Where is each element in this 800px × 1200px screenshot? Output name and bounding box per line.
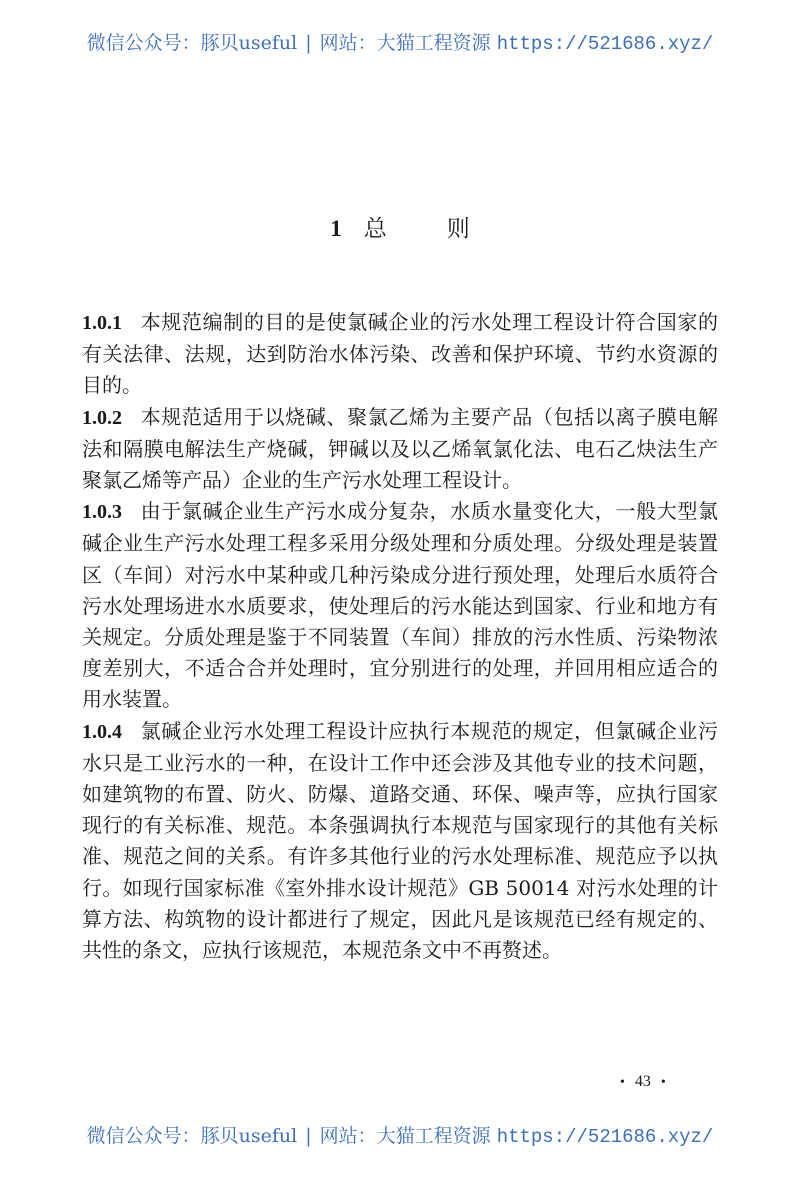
clause-text: 由于氯碱企业生产污水成分复杂，水质水量变化大，一般大型氯碱企业生产污水处理工程多采用分级处理和分质处理。分级处理是装置区（车间）对污水中某种或几种污染成分进行预处理，处理后水质符合污水处理场进水水质要求，使处理后的污水能达到国家、行业和地方有关规定。分质处理是鉴于不同装置（车间）排放的污水性质、污染物浓度差别大，不适合合并处理时，宜分别进行的处理，并回用相应适合的用水装置。 bbox=[82, 499, 718, 712]
clause-1-0-2 bbox=[82, 402, 718, 497]
chapter-title-char-1: 总 bbox=[363, 216, 387, 242]
watermark-wechat: 微信公众号：豚贝useful bbox=[86, 1125, 298, 1147]
clause-number: 1.0.1 bbox=[82, 312, 122, 334]
page-number-value: 43 bbox=[634, 1073, 651, 1090]
watermark-site-label: 网站：大猫工程资源 bbox=[319, 1125, 491, 1147]
page-dot-right: • bbox=[660, 1075, 666, 1090]
page-dot-left: • bbox=[620, 1075, 625, 1090]
chapter-number: 1 bbox=[330, 216, 342, 241]
clause-number: 1.0.4 bbox=[82, 720, 122, 743]
clause-text: 本规范适用于以烧碱、聚氯乙烯为主要产品（包括以离子膜电解法和隔膜电解法生产烧碱，钾碱以及以乙烯氧氯化法、电石乙炔法生产聚氯乙烯等产品）企业的生产污水处理工程设计。 bbox=[82, 404, 718, 493]
clause-number: 1.0.3 bbox=[82, 501, 122, 524]
clause-1-0-1 bbox=[82, 307, 718, 402]
chapter-body bbox=[82, 307, 718, 966]
watermark-header bbox=[0, 28, 800, 55]
watermark-site-label: 网站：大猫工程资源 bbox=[319, 32, 491, 54]
watermark-url: https://521686.xyz/ bbox=[496, 1126, 714, 1148]
chapter-title bbox=[0, 210, 800, 243]
clause-text: 本规范编制的目的是使氯碱企业的污水处理工程设计符合国家的有关法律、法规，达到防治水体污染、改善和保护环境、节约水资源的目的。 bbox=[82, 310, 718, 398]
page-number bbox=[610, 1073, 676, 1091]
clause-1-0-4 bbox=[82, 716, 718, 967]
watermark-wechat: 微信公众号：豚贝useful bbox=[86, 32, 298, 54]
clause-1-0-3 bbox=[82, 496, 718, 715]
clause-number: 1.0.2 bbox=[82, 406, 122, 429]
clause-text: 氯碱企业污水处理工程设计应执行本规范的规定，但氯碱企业污水只是工业污水的一种，在设计工作中还会涉及其他专业的技术问题，如建筑物的布置、防火、防爆、道路交通、环保、噪声等，应执行国家现行的有关标准、规范。本条强调执行本规范与国家现行的其他有关标准、规范之间的关系。有许多其他行业的污水处理标准、规范应予以执行。如现行国家标准《室外排水设计规范》GB 50014 对污水处理的计算方法、构筑物的设计都进行了规定，因此凡是该规范已经有规定的、共性的条文，应执行该规范，本规范条文中不再赘述。 bbox=[82, 718, 718, 963]
watermark-footer bbox=[0, 1121, 800, 1148]
watermark-separator: | bbox=[305, 32, 312, 54]
watermark-url: https://521686.xyz/ bbox=[496, 33, 714, 55]
chapter-title-char-2: 则 bbox=[446, 216, 470, 242]
watermark-separator: | bbox=[305, 1125, 312, 1147]
